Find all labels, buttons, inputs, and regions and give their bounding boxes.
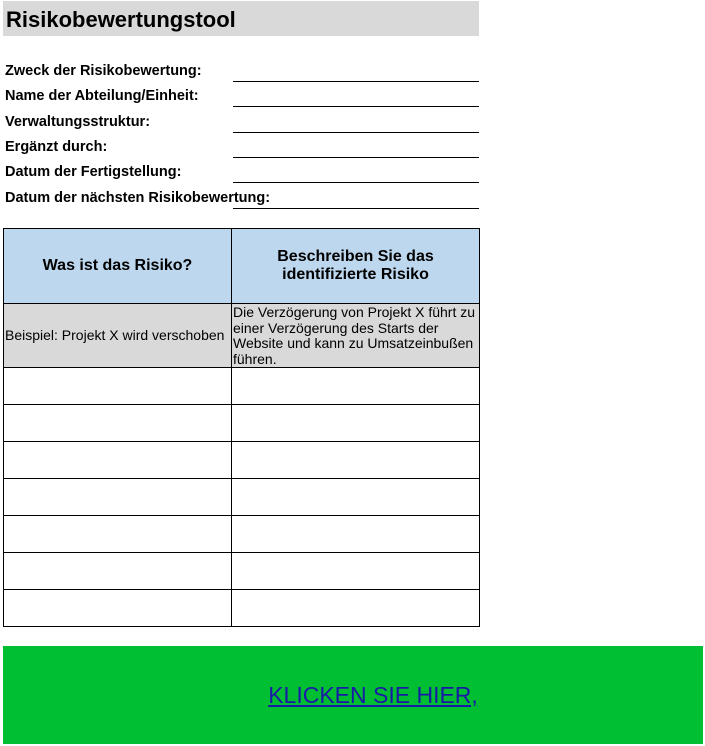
form-row-next-date — [5, 183, 479, 209]
risk-cell[interactable] — [4, 590, 232, 627]
risk-cell[interactable] — [4, 516, 232, 553]
field-label-completion-date: Datum der Fertigstellung: — [5, 164, 182, 180]
table-row — [4, 516, 480, 553]
table-row — [4, 553, 480, 590]
form-row-structure — [5, 107, 479, 133]
field-label-structure: Verwaltungsstruktur: — [5, 114, 151, 130]
risk-table — [3, 228, 480, 627]
form-row-department — [5, 81, 479, 107]
field-label-department: Name der Abteilung/Einheit: — [5, 88, 199, 104]
header-description: Beschreiben Sie das identifizierte Risiko — [232, 229, 480, 304]
field-label-purpose: Zweck der Risikobewertung: — [5, 63, 202, 79]
table-row-example — [4, 304, 480, 368]
description-cell[interactable] — [232, 368, 480, 405]
form-row-completed-by — [5, 132, 479, 158]
description-cell[interactable] — [232, 405, 480, 442]
example-description-cell[interactable]: Die Verzögerung von Projekt X führt zu einer Verzögerung des Starts der Website und kann zu Umsatzeinbußen führen. — [232, 304, 480, 368]
risk-cell[interactable] — [4, 368, 232, 405]
form-row-purpose — [5, 56, 479, 82]
description-cell[interactable] — [232, 516, 480, 553]
table-row — [4, 479, 480, 516]
table-row — [4, 405, 480, 442]
field-label-next-date: Datum der nächsten Risikobewertung: — [5, 190, 271, 206]
table-header-row — [4, 229, 480, 304]
risk-cell[interactable] — [4, 553, 232, 590]
risk-cell[interactable] — [4, 442, 232, 479]
form-row-completion-date — [5, 157, 479, 183]
cta-banner[interactable] — [3, 646, 703, 744]
example-risk-cell[interactable]: Beispiel: Projekt X wird verschoben — [4, 304, 232, 368]
risk-cell[interactable] — [4, 479, 232, 516]
description-cell[interactable] — [232, 442, 480, 479]
click-here-link[interactable]: KLICKEN SIE HIER, — [268, 681, 478, 708]
field-input-next-date[interactable] — [233, 208, 479, 209]
field-label-completed-by: Ergänzt durch: — [5, 139, 108, 155]
risk-cell[interactable] — [4, 405, 232, 442]
description-cell[interactable] — [232, 479, 480, 516]
description-cell[interactable] — [232, 553, 480, 590]
page-title: Risikobewertungstool — [3, 1, 479, 36]
table-row — [4, 442, 480, 479]
header-risk: Was ist das Risiko? — [4, 229, 232, 304]
description-cell[interactable] — [232, 590, 480, 627]
table-row — [4, 368, 480, 405]
table-row — [4, 590, 480, 627]
